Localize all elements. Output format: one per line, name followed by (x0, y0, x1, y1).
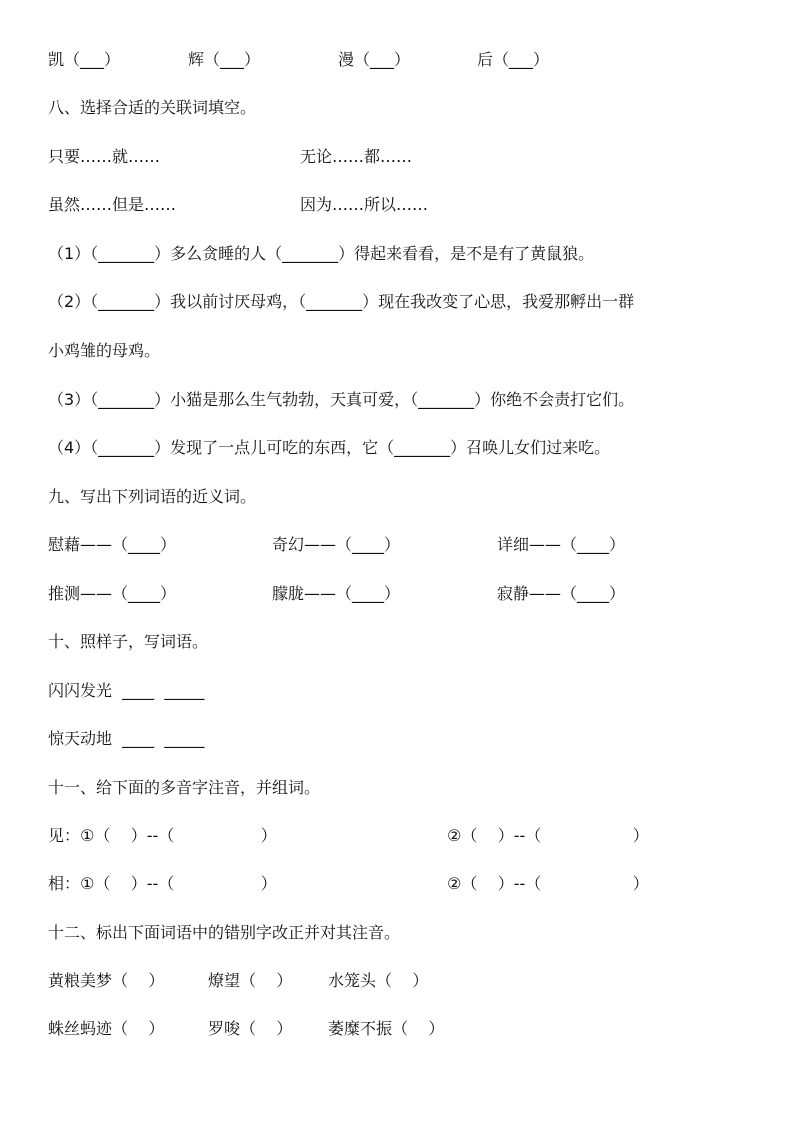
section-8-heading: 八、选择合适的关联词填空。 (48, 98, 257, 117)
polyphone-xiang-2: ②（ ）--（ ） (447, 874, 649, 893)
word-kai: 凯（___） (48, 50, 121, 69)
polyphone-jian-2: ②（ ）--（ ） (447, 826, 649, 845)
polyphone-xiang-1: 相：①（ ）--（ ） (48, 874, 277, 893)
typo-item: 罗唆（ ） (208, 1019, 293, 1038)
question-1: （1）（_______）多么贪睡的人（_______）得起来看看，是不是有了黄鼠狼。 (48, 244, 595, 263)
section-11-heading: 十一、给下面的多音字注音，并组词。 (48, 778, 321, 797)
conjunction-option: 只要……就…… (48, 147, 161, 166)
question-2: （2）（_______）我以前讨厌母鸡，（_______）现在我改变了心思，我爱那孵出一群 (48, 292, 635, 311)
synonym-item: 推测——（____） (48, 584, 177, 603)
polyphone-jian-1: 见：①（ ）--（ ） (48, 826, 277, 845)
synonym-item: 寂静——（____） (497, 584, 626, 603)
typo-item: 水笼头（ ） (328, 971, 429, 990)
typo-item: 蛛丝蚂迹（ ） (48, 1019, 165, 1038)
section-10-heading: 十、照样子，写词语。 (48, 632, 209, 651)
typo-item: 燎望（ ） (208, 971, 293, 990)
pattern-item: 闪闪发光 ____ _____ (48, 681, 205, 700)
question-3: （3）（_______）小猫是那么生气勃勃，天真可爱，（_______）你绝不会责打它们。 (48, 390, 635, 409)
section-9-heading: 九、写出下列词语的近义词。 (48, 487, 257, 506)
typo-item: 萎糜不振（ ） (328, 1019, 445, 1038)
synonym-item: 详细——（____） (497, 535, 626, 554)
word-man: 漫（___） (338, 50, 411, 69)
word-hui: 辉（___） (188, 50, 261, 69)
section-12-heading: 十二、标出下面词语中的错别字改正并对其注音。 (48, 923, 401, 942)
question-4: （4）（_______）发现了一点儿可吃的东西，它（_______）召唤儿女们过来吃。 (48, 438, 611, 457)
synonym-item: 慰藉——（____） (48, 535, 177, 554)
conjunction-option: 虽然……但是…… (48, 195, 177, 214)
conjunction-option: 无论……都…… (300, 147, 413, 166)
pattern-item: 惊天动地 ____ _____ (48, 729, 205, 748)
typo-item: 黄粮美梦（ ） (48, 971, 165, 990)
question-2-continued: 小鸡雏的母鸡。 (48, 341, 161, 360)
synonym-item: 奇幻——（____） (272, 535, 401, 554)
synonym-item: 朦胧——（____） (272, 584, 401, 603)
word-hou: 后（___） (477, 50, 550, 69)
conjunction-option: 因为……所以…… (300, 195, 429, 214)
